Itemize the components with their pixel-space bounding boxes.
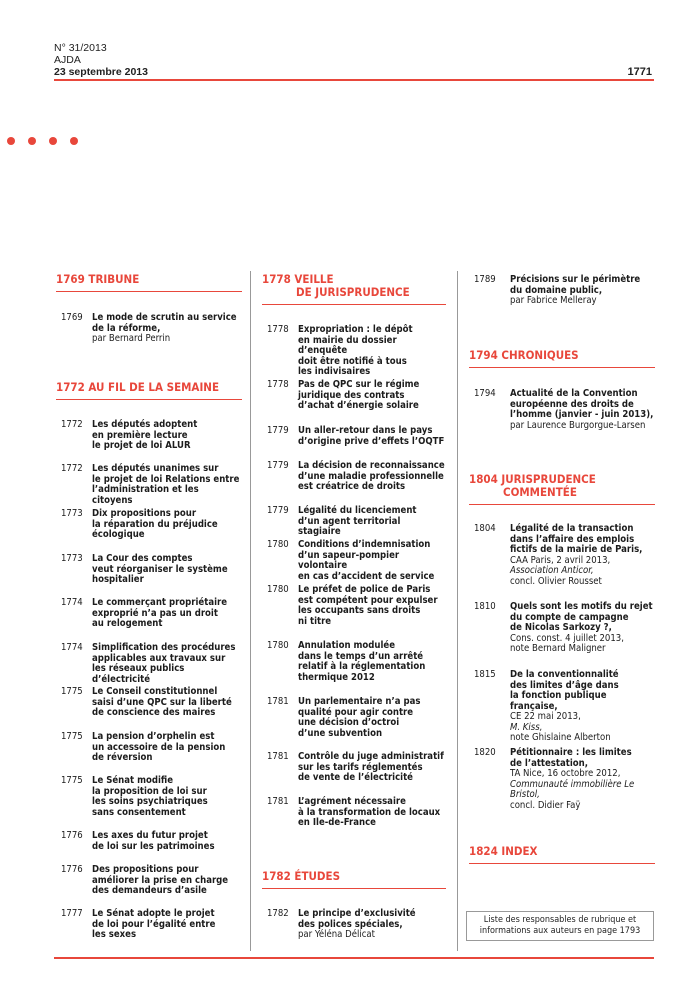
- section-heading: 1804 JURISPRUDENCE COMMENTÉE: [469, 473, 655, 505]
- entry-title: Simplification des procédures applicables aux travaux sur les réseaux publics d’électricité: [92, 642, 236, 685]
- column-divider: [457, 271, 458, 951]
- toc-entry[interactable]: [61, 865, 242, 897]
- dot-icon: [7, 137, 15, 145]
- toc-entry[interactable]: [61, 831, 242, 852]
- entry-page: 1780: [267, 640, 289, 651]
- section-heading: 1782 ÉTUDES: [262, 870, 446, 889]
- toc-entry[interactable]: [61, 509, 242, 541]
- entry-reference: Cons. const. 4 juillet 2013, note Bernard Maligner: [510, 632, 624, 654]
- entry-page: 1781: [267, 696, 289, 707]
- issue-date: 23 septembre 2013: [54, 66, 148, 78]
- toc-entry[interactable]: [61, 643, 242, 685]
- toc-entry[interactable]: [267, 752, 446, 784]
- toc-entry[interactable]: [267, 585, 446, 627]
- toc-entry[interactable]: [474, 389, 655, 431]
- entry-title: Un parlementaire n’a pas qualité pour agir contre une décision d’octroi d’une subvention: [298, 696, 421, 739]
- entry-page: 1794: [474, 388, 496, 399]
- section-heading: 1824 INDEX: [469, 845, 655, 864]
- section-heading: 1769 TRIBUNE: [56, 273, 242, 292]
- entry-title: Précisions sur le périmètre du domaine public,: [510, 274, 641, 296]
- toc-entry[interactable]: [267, 325, 446, 378]
- entry-page: 1775: [61, 775, 83, 786]
- entry-page: 1780: [267, 539, 289, 550]
- dot-icon: [49, 137, 57, 145]
- entry-title: Des propositions pour améliorer la prise en charge des demandeurs d’asile: [92, 864, 229, 896]
- decorative-dots: [7, 137, 78, 145]
- entry-page: 1804: [474, 523, 496, 534]
- entry-title: Un aller-retour dans le pays d’origine prive d’effets l’OQTF: [298, 425, 445, 447]
- toc-entry[interactable]: [267, 797, 446, 829]
- entry-title: Le Conseil constitutionnel saisi d’une QPC sur la liberté de conscience des maires: [92, 686, 232, 718]
- page-number: 1771: [627, 66, 652, 78]
- page-header: [54, 42, 654, 78]
- footer-rule: [54, 957, 654, 959]
- entry-title: La Cour des comptes veut réorganiser le système hospitalier: [92, 553, 228, 585]
- entry-title: L’agrément nécessaire à la transformation de locaux en Ile-de-France: [298, 796, 441, 828]
- toc-entry[interactable]: [61, 687, 242, 719]
- toc-entry[interactable]: [474, 524, 655, 587]
- entry-title: Pétitionnaire : les limites de l’attestation,: [510, 747, 632, 769]
- toc-entry[interactable]: [474, 275, 655, 307]
- entry-title: Le commerçant propriétaire exproprié n’a pas un droit au relogement: [92, 597, 228, 629]
- entry-title: Contrôle du juge administratif sur les tarifs réglementés de vente de l’électricité: [298, 751, 444, 783]
- toc-entry[interactable]: [61, 732, 242, 764]
- entry-title: La pension d’orphelin est un accessoire de la pension de réversion: [92, 731, 226, 763]
- entry-title: Légalité du licenciement d’un agent territorial stagiaire: [298, 505, 417, 537]
- toc-entry[interactable]: [474, 602, 655, 655]
- entry-title: Annulation modulée dans le temps d’un arrêté relatif à la réglementation thermique 2012: [298, 640, 426, 683]
- entry-page: 1779: [267, 425, 289, 436]
- dot-icon: [28, 137, 36, 145]
- dot-icon: [70, 137, 78, 145]
- toc-entry[interactable]: [61, 464, 242, 506]
- toc-entry[interactable]: [61, 598, 242, 630]
- entry-page: 1781: [267, 751, 289, 762]
- journal-name: AJDA: [54, 54, 81, 66]
- entry-page: 1773: [61, 553, 83, 564]
- entry-author: par Bernard Perrin: [92, 333, 171, 344]
- entry-title: Les députés unanimes sur le projet de loi Relations entre l’administration et les citoyens: [92, 463, 240, 506]
- toc-entry[interactable]: [267, 540, 446, 582]
- entry-title: Dix propositions pour la réparation du préjudice écologique: [92, 508, 218, 540]
- entry-title: Le Sénat adopte le projet de loi pour l’égalité entre les sexes: [92, 908, 216, 940]
- toc-entry[interactable]: [267, 697, 446, 739]
- toc-entry[interactable]: [61, 776, 242, 818]
- issue-number: N° 31/2013: [54, 42, 107, 54]
- entry-title: Le préfet de police de Paris est compétent pour expulser les occupants sans droits ni titre: [298, 584, 438, 627]
- entry-page: 1773: [61, 508, 83, 519]
- entry-reference: CE 22 mai 2013, M. Kiss, note Ghislaine Alberton: [510, 711, 611, 743]
- toc-entry[interactable]: [267, 641, 446, 683]
- entry-page: 1772: [61, 463, 83, 474]
- entry-page: 1820: [474, 747, 496, 758]
- entry-page: 1779: [267, 460, 289, 471]
- entry-page: 1779: [267, 505, 289, 516]
- entry-title: Actualité de la Convention européenne des droits de l’homme (janvier - juin 2013),: [510, 388, 654, 420]
- entry-title: Légalité de la transaction dans l’affaire des emplois fictifs de la mairie de Paris,: [510, 523, 643, 555]
- header-rule: [54, 79, 654, 81]
- entry-title: Le mode de scrutin au service de la réforme,: [92, 312, 237, 334]
- section-heading: 1772 AU FIL DE LA SEMAINE: [56, 381, 242, 400]
- entry-page: 1782: [267, 908, 289, 919]
- entry-author: par Fabrice Melleray: [510, 295, 597, 306]
- entry-page: 1774: [61, 597, 83, 608]
- entry-page: 1778: [267, 324, 289, 335]
- entry-page: 1775: [61, 731, 83, 742]
- entry-title: Les axes du futur projet de loi sur les patrimoines: [92, 830, 215, 852]
- entry-page: 1769: [61, 312, 83, 323]
- entry-title: Le Sénat modifie la proposition de loi sur les soins psychiatriques sans consentement: [92, 775, 208, 818]
- toc-entry[interactable]: [267, 506, 446, 538]
- section-heading: 1794 CHRONIQUES: [469, 349, 655, 368]
- entry-title: Conditions d’indemnisation d’un sapeur-pompier volontaire en cas d’accident de service: [298, 539, 435, 582]
- entry-page: 1776: [61, 830, 83, 841]
- entry-page: 1815: [474, 669, 496, 680]
- entry-page: 1780: [267, 584, 289, 595]
- entry-title: Pas de QPC sur le régime juridique des contrats d’achat d’énergie solaire: [298, 379, 420, 411]
- entry-page: 1776: [61, 864, 83, 875]
- entry-title: De la conventionnalité des limites d’âge dans la fonction publique française,: [510, 669, 619, 712]
- toc-entry[interactable]: [267, 909, 446, 941]
- editorial-info-box: Liste des responsables de rubrique et informations aux auteurs en page 1793: [466, 911, 654, 941]
- entry-title: Les députés adoptent en première lecture le projet de loi ALUR: [92, 419, 198, 451]
- entry-page: 1772: [61, 419, 83, 430]
- entry-page: 1781: [267, 796, 289, 807]
- entry-author: par Yéléna Délicat: [298, 929, 375, 940]
- toc-entry[interactable]: [61, 554, 242, 586]
- column-divider: [250, 271, 251, 951]
- toc-entry[interactable]: [61, 909, 242, 941]
- entry-title: Le principe d’exclusivité des polices spéciales,: [298, 908, 416, 930]
- section-heading: 1778 VEILLE DE JURISPRUDENCE: [262, 273, 446, 305]
- entry-page: 1778: [267, 379, 289, 390]
- entry-author: par Laurence Burgorgue-Larsen: [510, 419, 646, 431]
- toc-entry[interactable]: [474, 748, 655, 811]
- entry-title: La décision de reconnaissance d’une maladie professionnelle est créatrice de droits: [298, 460, 445, 492]
- entry-title: Quels sont les motifs du rejet du compte de campagne de Nicolas Sarkozy ?,: [510, 601, 653, 633]
- entry-page: 1777: [61, 908, 83, 919]
- toc-entry[interactable]: [474, 670, 655, 744]
- toc-entry[interactable]: [267, 461, 446, 493]
- entry-reference: CAA Paris, 2 avril 2013, Association Anticor, concl. Olivier Rousset: [510, 554, 611, 587]
- toc-entry[interactable]: [61, 420, 242, 452]
- entry-page: 1810: [474, 601, 496, 612]
- toc-entry[interactable]: [61, 313, 242, 345]
- toc-entry[interactable]: [267, 426, 446, 447]
- entry-title: Expropriation : le dépôt en mairie du dossier d’enquête doit être notifié à tous les indivisaires: [298, 324, 413, 377]
- entry-page: 1775: [61, 686, 83, 697]
- toc-entry[interactable]: [267, 380, 446, 412]
- entry-page: 1789: [474, 274, 496, 285]
- entry-reference: TA Nice, 16 octobre 2012, Communauté immobilière Le Bristol, concl. Didier Faÿ: [510, 768, 635, 811]
- entry-page: 1774: [61, 642, 83, 653]
